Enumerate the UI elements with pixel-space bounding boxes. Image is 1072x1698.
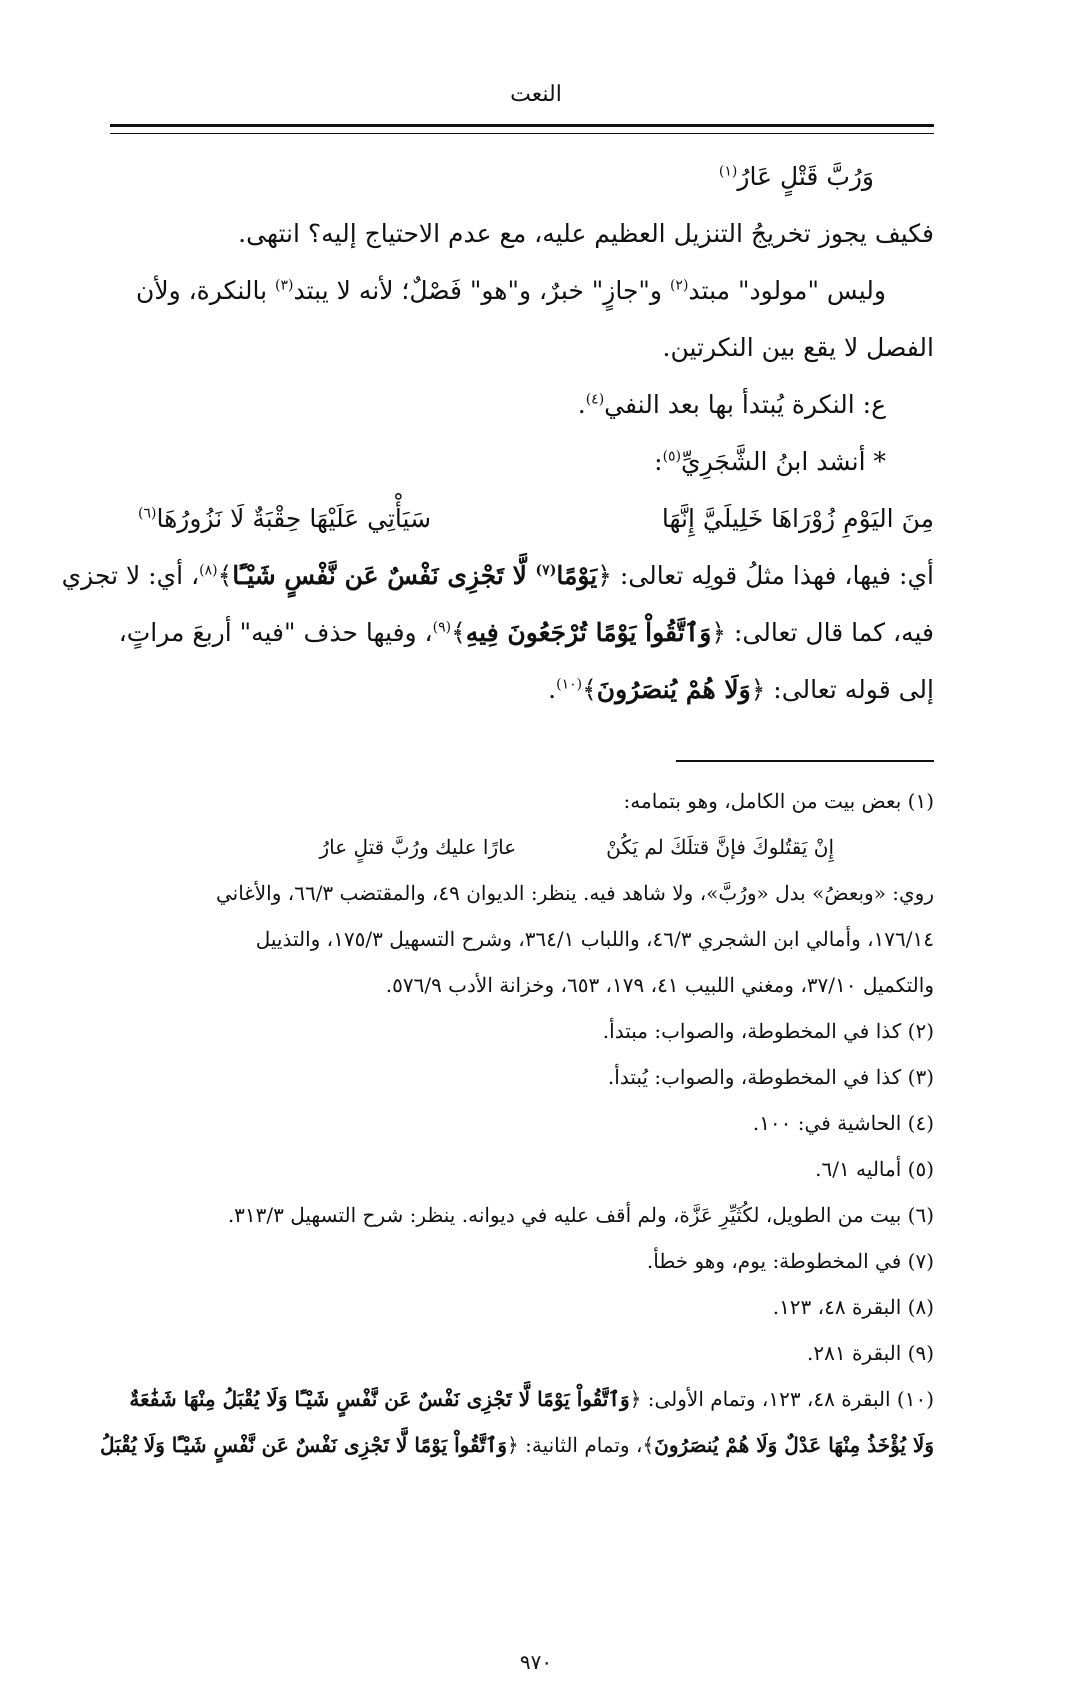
- footnote-7: (٧) في المخطوطة: يوم، وهو خطأ.: [646, 1249, 934, 1273]
- page-number: ٩٧٠: [519, 1650, 553, 1674]
- quran-quote: وَٱتَّقُواْ يَوْمًا لَّا تَجْزِى نَفْسٌ عَن نَّفْسٍ شَيْـًٔا وَلَا يُقْبَلُ مِنْهَا شَفَٰعَةٌ: [129, 1387, 630, 1411]
- paragraph: أي: فيها، فهذا مثلُ قولِه تعالى: ﴿يَوْمًا$^{(٧)}$ لَّا تَجْزِى نَفْسٌ عَن نَّفْسٍ شَيْـًٔا﴾$^{(٨)}$، أي: لا تجزي: [61, 561, 934, 590]
- paragraph: وليس "مولود" مبتد$^{(٢)}$ و"جازٍ" خبرٌ، و"هو" فَصْلٌ؛ لأنه لا يبتد$^{(٣)}$ بالنكرة، ولأن: [135, 276, 886, 305]
- verse-hemistich-second: سَيَأْتِي عَلَيْهَا حِقْبَةٌ لَا نَزُورُهَا$^{(٦)}$: [138, 504, 432, 533]
- quran-quote: وَٱتَّقُواْ يَوْمًا لَّا تَجْزِى نَفْسٌ عَن نَّفْسٍ شَيْـًٔا وَلَا يُقْبَلُ: [99, 1433, 508, 1457]
- footnote-ref[interactable]: (٨): [199, 562, 218, 579]
- poetry-verse: [138, 490, 934, 547]
- footnotes: [99, 778, 934, 1468]
- footnote-ref[interactable]: (٧): [535, 562, 557, 579]
- header-rule-thick: [110, 124, 934, 127]
- quran-quote: وَلَا يُؤْخَذُ مِنْهَا عَدْلٌ وَلَا هُمْ يُنصَرُونَ: [654, 1433, 934, 1457]
- footnote-5: (٥) أماليه ٦/١.: [815, 1157, 934, 1181]
- footnote-ref[interactable]: (١): [718, 163, 738, 180]
- footnote-10: (١٠) البقرة ٤٨، ١٢٣، وتمام الأولى: ﴿وَٱتَّقُواْ يَوْمًا لَّا تَجْزِى نَفْسٌ عَن نَّفْسٍ شَيْـًٔا وَلَا يُقْبَلُ مِنْهَا شَفَٰعَةٌ: [129, 1387, 934, 1411]
- footnote-ref[interactable]: (٥): [662, 448, 682, 465]
- footnote-verse: إِنْ يَقتُلوكَ فإنَّ قتلَكَ لم يَكُنْعارًا عليك ورُبَّ قتلٍ عارُ: [319, 835, 834, 859]
- main-text: [61, 148, 934, 718]
- footnote-2: (٢) كذا في المخطوطة، والصواب: مبتدأ.: [602, 1019, 934, 1043]
- footnote-ref[interactable]: (٣): [275, 277, 294, 294]
- footnote-6: (٦) بيت من الطويل، لكُثَيِّرِ عَزَّة، ولم أقف عليه في ديوانه. ينظر: شرح التسهيل ٣١٣/٣.: [227, 1203, 934, 1227]
- footnote-1: (١) بعض بيت من الكامل، وهو بتمامه:: [623, 789, 934, 813]
- footnote-3: (٣) كذا في المخطوطة، والصواب: يُبتدأ.: [607, 1065, 934, 1089]
- verse-fragment: وَرُبَّ قَتْلٍ عَارُ$^{(١)}$: [718, 162, 874, 191]
- footnote-1-text: ١٧٦/١٤، وأمالي ابن الشجري ٤٦/٣، واللباب ٣٦٤/١، وشرح التسهيل ١٧٥/٣، والتذييل: [255, 927, 934, 951]
- footnote-ref[interactable]: (١٠): [556, 676, 583, 693]
- paragraph-continuation: الفصل لا يقع بين النكرتين.: [662, 333, 934, 362]
- footnote-8: (٨) البقرة ٤٨، ١٢٣.: [772, 1295, 934, 1319]
- footnote-10-text: وَلَا يُؤْخَذُ مِنْهَا عَدْلٌ وَلَا هُمْ يُنصَرُونَ﴾، وتمام الثانية: ﴿وَٱتَّقُواْ يَوْمًا لَّا تَجْزِى نَفْسٌ عَن نَّفْسٍ شَيْـًٔا وَلَا يُقْبَلُ: [99, 1433, 934, 1457]
- footnote-9: (٩) البقرة ٢٨١.: [807, 1341, 934, 1365]
- paragraph-continuation: إلى قوله تعالى: ﴿وَلَا هُمْ يُنصَرُونَ﴾$^{(١٠)}$.: [548, 675, 934, 704]
- footnote-separator: [676, 760, 934, 762]
- footnote-ref[interactable]: (٩): [432, 619, 452, 636]
- paragraph: * أنشد ابنُ الشَّجَرِيِّ$^{(٥)}$:: [654, 447, 886, 476]
- quran-quote: وَٱتَّقُواْ يَوْمًا تُرْجَعُونَ فِيهِ: [465, 618, 712, 647]
- footnote-ref[interactable]: (٦): [138, 505, 157, 522]
- paragraph-continuation: فيه، كما قال تعالى: ﴿وَٱتَّقُواْ يَوْمًا تُرْجَعُونَ فِيهِ﴾$^{(٩)}$، وفيها حذف "فيه" أربعَ مراتٍ،: [118, 618, 934, 647]
- footnote-ref[interactable]: (٤): [585, 391, 605, 408]
- footnote-1-text: والتكميل ٣٧/١٠، ومغني اللبيب ٤١، ١٧٩، ٦٥٣، وخزانة الأدب ٥٧٦/٩.: [385, 973, 934, 997]
- paragraph: فكيف يجوز تخريجُ التنزيل العظيم عليه، مع عدم الاحتياج إليه؟ انتهى.: [238, 219, 934, 248]
- paragraph: ع: النكرة يُبتدأ بها بعد النفي$^{(٤)}$.: [577, 390, 886, 419]
- footnote-1-text: روي: «وبعضُ» بدل «ورُبَّ»، ولا شاهد فيه. ينظر: الديوان ٤٩، والمقتضب ٦٦/٣، والأغاني: [215, 881, 934, 905]
- footnote-ref[interactable]: (٢): [669, 277, 689, 294]
- quran-quote: وَلَا هُمْ يُنصَرُونَ: [596, 675, 751, 704]
- running-header: النعت: [510, 82, 562, 107]
- header-rule-thin: [110, 133, 934, 134]
- footnote-4: (٤) الحاشية في: ١٠٠.: [752, 1111, 934, 1135]
- verse-hemistich-first: مِنَ اليَوْمِ زُوْرَاهَا خَلِيلَيَّ إِنَّهَا: [661, 504, 934, 533]
- quran-quote: يَوْمًا$^{(٧)}$ لَّا تَجْزِى نَفْسٌ عَن نَّفْسٍ شَيْـًٔا: [232, 561, 598, 590]
